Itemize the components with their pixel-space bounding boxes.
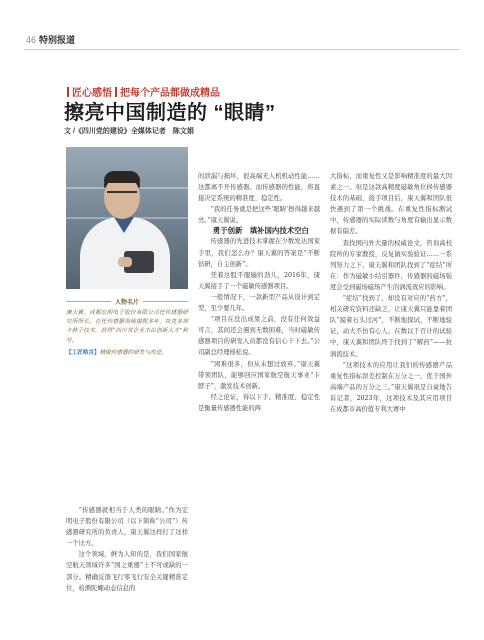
paragraph: “我的任务就是把这些‘眼睛’擦得越来越亮。”康天翼说。 [198, 206, 320, 225]
paragraph: 凭着这股不服输的劲儿，2016年，康天翼接手了一个磁敏传感器项目。 [198, 271, 320, 290]
paragraph: 查找国内外大量的权威论文，咨询高校院所的专家教授，反复做实验验证……一系列努力之下，康天翼和团队找到了“症结”所在：作为磁敏小结引器件，传感器的磁场强度会受到磁场磁场产生的涡流效应的影响。 [330, 239, 452, 291]
profile-heading [66, 297, 188, 306]
section-label: 特别报道 [39, 35, 76, 45]
body-column-2 [198, 171, 320, 414]
paragraph: 传感器的先进技术掌握在少数发达国家手里，我们怎么办？康天翼的答案是“不断钻研，自主创新”。 [198, 238, 320, 268]
page-number: 46 [26, 34, 37, 45]
profile-rule [66, 301, 111, 302]
kicker-part2: 把每个产品都做成精品 [120, 88, 220, 99]
profile-rule [143, 301, 188, 302]
profile-card [66, 297, 188, 358]
paragraph: 大指标，而重复性又是影响精准度的最大因素之一。但是这款高精度磁敏角位移传感器技术的基础，接手项目后，康天翼和团队很快遇到了第一个挑战。在重复性指标测试中，传感器的实际读数与角度有输出显示数据有偏差。 [330, 173, 452, 236]
paragraph: “这项技术的应用让我们的传感器产品重复性指标误差控制在万分之一，优于国外高端产品的万分之三。”康天翼很是自豪地告诉记者，2023年，这项技术及其应用项目在成都市高价值专利大赛中 [330, 361, 452, 413]
kicker-part1: 匠心感悟 [72, 88, 112, 99]
running-header [26, 33, 75, 46]
paragraph: “项目在没出成果之前，没有任何效益可言，其间还会遇到无数困难，当时磁敏传感器项目的研发人员都没有信心干下去。”公司副总经理杨松说。 [198, 316, 320, 357]
profile-motto [66, 349, 188, 358]
paragraph: 这个领域，鲜为人知的是，我们国家航空航天领域许多“国之重器”上不可或缺的一部分。精确反馈飞行零飞行安全关键精准定位，检测陀螺动态信息的 [66, 551, 188, 592]
paragraph: “困难很多，但从未想过放弃。”康天翼带领团队，能够回应国家航空航天事业“卡脖子”，激发技术创新。 [198, 360, 320, 390]
profile-text: 康天翼，成都宏明电子股份有限公司任传感器研究所所长。在任传感器领域摸爬多年，攻克多项卡脖子技术，获得“四川省企业杰出创新人才”称号。 [66, 310, 188, 344]
paragraph: “传感器就相当于人类的眼睛。”作为宏明电子股份有限公司（以下简称“公司”）传感器研究所的负责人，康天翼这样打了这样一个比方。 [66, 507, 188, 548]
body-column-3 [330, 171, 452, 415]
portrait-photo [66, 147, 188, 289]
body-column-1 [66, 505, 188, 594]
paragraph: 的泄漏与损坏，很高端无人机机动性能……这都离不开传感器。而传感器的性能，将直接决定系统的精准度、稳定性。 [198, 173, 320, 203]
article-title: 擦亮中国制造的 “眼睛” [64, 102, 276, 124]
article-byline: 文 /《四川党的建设》全媒体记者 陈文娟 [64, 128, 194, 135]
paragraph: 经之论证，得以下手。精准度、稳定性是衡量传感器性能的两 [198, 393, 320, 412]
motto-tag: 【工匠格言】 [66, 349, 100, 356]
paragraph: “症结”找到了，却没有对应的“药方”，相关研究资料还缺乏，让康天翼只能靠着团队“摸着石头过河”，不断地探试，不断地验证，动大不仿有心人。在数以千百计的试验中，康天翼和团队终于找到了“解药”——抗涡流技术。 [330, 295, 452, 358]
motto-text: 精做传感器的研发与改进。 [99, 349, 167, 356]
paragraph: 一般情况下，一款新型产品从设计到定型，至少要几年。 [198, 293, 320, 313]
section-subheading: 勇于创新 填补国内技术空白 [212, 226, 309, 236]
profile-heading-text: 人物名片 [115, 300, 140, 306]
header-divider [24, 49, 460, 50]
